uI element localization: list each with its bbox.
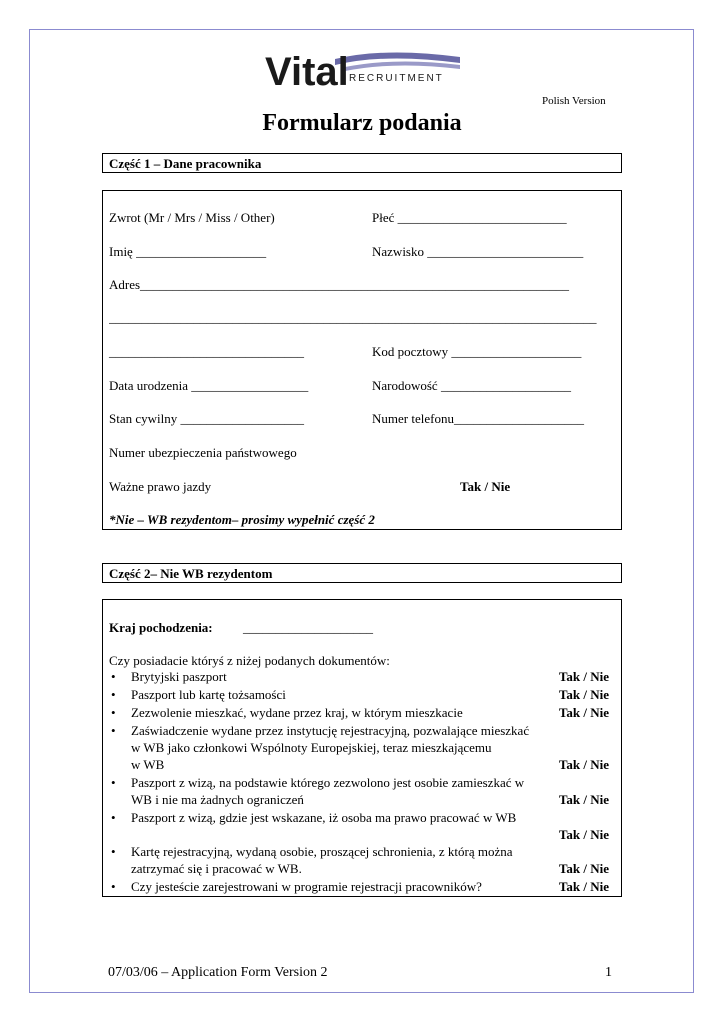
first-name-field[interactable]: Imię ____________________ <box>109 244 267 259</box>
doc-item-asylum-card-line2: zatrzymać się i pracować w WB. <box>131 861 302 876</box>
section2-heading: Część 2– Nie WB rezydentom <box>102 563 622 583</box>
doc-yes-no[interactable]: Tak / Nie <box>558 792 609 807</box>
page-number: 1 <box>605 965 612 980</box>
section2-box <box>102 599 622 897</box>
licence-label: Ważne prawo jazdy <box>109 479 212 494</box>
address-line-2[interactable]: ___________________________________________________________________________ <box>109 310 597 325</box>
doc-item-british-passport: Brytyjski paszport <box>131 669 227 684</box>
footer-version: 07/03/06 – Application Form Version 2 <box>108 965 328 980</box>
bullet: • <box>111 723 116 738</box>
doc-yes-no[interactable]: Tak / Nie <box>558 705 609 720</box>
doc-item-eu-certificate-line3: w WB <box>131 757 165 772</box>
doc-yes-no[interactable]: Tak / Nie <box>558 757 609 772</box>
vital-recruitment-logo <box>265 45 465 93</box>
dob-field[interactable]: Data urodzenia __________________ <box>109 378 309 393</box>
doc-item-worker-registration: Czy jesteście zarejestrowani w programie rejestracji pracowników? <box>131 879 482 894</box>
doc-item-visa-residence-line2: WB i nie ma żadnych ograniczeń <box>131 792 304 807</box>
bullet: • <box>111 775 116 790</box>
page-title: Formularz podania <box>262 110 462 136</box>
bullet: • <box>111 687 116 702</box>
documents-question: Czy posiadacie któryś z niżej podanych dokumentów: <box>109 653 390 668</box>
phone-field[interactable]: Numer telefonu____________________ <box>372 411 584 426</box>
doc-item-visa-work: Paszport z wizą, gdzie jest wskazane, iż osoba ma prawo pracować w WB <box>131 810 517 825</box>
section1-box <box>102 190 622 530</box>
logo-sub: RECRUITMENT <box>349 73 444 84</box>
country-field[interactable]: ____________________ <box>243 620 373 635</box>
bullet: • <box>111 669 116 684</box>
doc-yes-no[interactable]: Tak / Nie <box>558 861 609 876</box>
section1-heading: Część 1 – Dane pracownika <box>102 153 622 173</box>
doc-item-visa-residence: Paszport z wizą, na podstawie którego zezwolono jest osobie zamieszkać w <box>131 775 525 790</box>
marital-field[interactable]: Stan cywilny ___________________ <box>109 411 304 426</box>
gender-field[interactable]: Płeć __________________________ <box>372 210 567 225</box>
doc-item-eu-certificate: Zaświadczenie wydane przez instytucję rejestracyjną, pozwalające mieszkać <box>131 723 530 738</box>
salutation-field[interactable]: Zwrot (Mr / Mrs / Miss / Other) <box>109 210 275 225</box>
doc-item-residence-permit: Zezwolenie mieszkać, wydane przez kraj, w którym mieszkacie <box>131 705 463 720</box>
doc-item-asylum-card: Kartę rejestracyjną, wydaną osobie, proszącej schronienia, z którą można <box>131 844 513 859</box>
doc-item-passport-id: Paszport lub kartę tożsamości <box>131 687 286 702</box>
bullet: • <box>111 879 116 894</box>
postcode-field[interactable]: Kod pocztowy ____________________ <box>372 344 582 359</box>
ni-number-field[interactable]: Numer ubezpieczenia państwowego <box>109 445 297 460</box>
country-label: Kraj pochodzenia: <box>109 620 213 635</box>
bullet: • <box>111 810 116 825</box>
licence-yes-no[interactable]: Tak / Nie <box>460 479 511 494</box>
nationality-field[interactable]: Narodowość ____________________ <box>372 378 571 393</box>
section1-note: *Nie – WB rezydentom– prosimy wypełnić część 2 <box>109 512 375 527</box>
bullet: • <box>111 705 116 720</box>
doc-yes-no[interactable]: Tak / Nie <box>558 827 609 842</box>
doc-item-eu-certificate-line2: w WB jako członkowi Wspólnoty Europejskiej, teraz mieszkającemu <box>131 740 492 755</box>
doc-yes-no[interactable]: Tak / Nie <box>558 879 609 894</box>
address-line-3[interactable]: ______________________________ <box>109 344 304 359</box>
address-field[interactable]: Adres__________________________________________________________________ <box>109 277 570 292</box>
bullet: • <box>111 844 116 859</box>
doc-yes-no[interactable]: Tak / Nie <box>558 687 609 702</box>
surname-field[interactable]: Nazwisko ________________________ <box>372 244 584 259</box>
doc-yes-no[interactable]: Tak / Nie <box>558 669 609 684</box>
version-label: Polish Version <box>542 95 606 107</box>
logo-brand: Vital <box>265 50 349 93</box>
